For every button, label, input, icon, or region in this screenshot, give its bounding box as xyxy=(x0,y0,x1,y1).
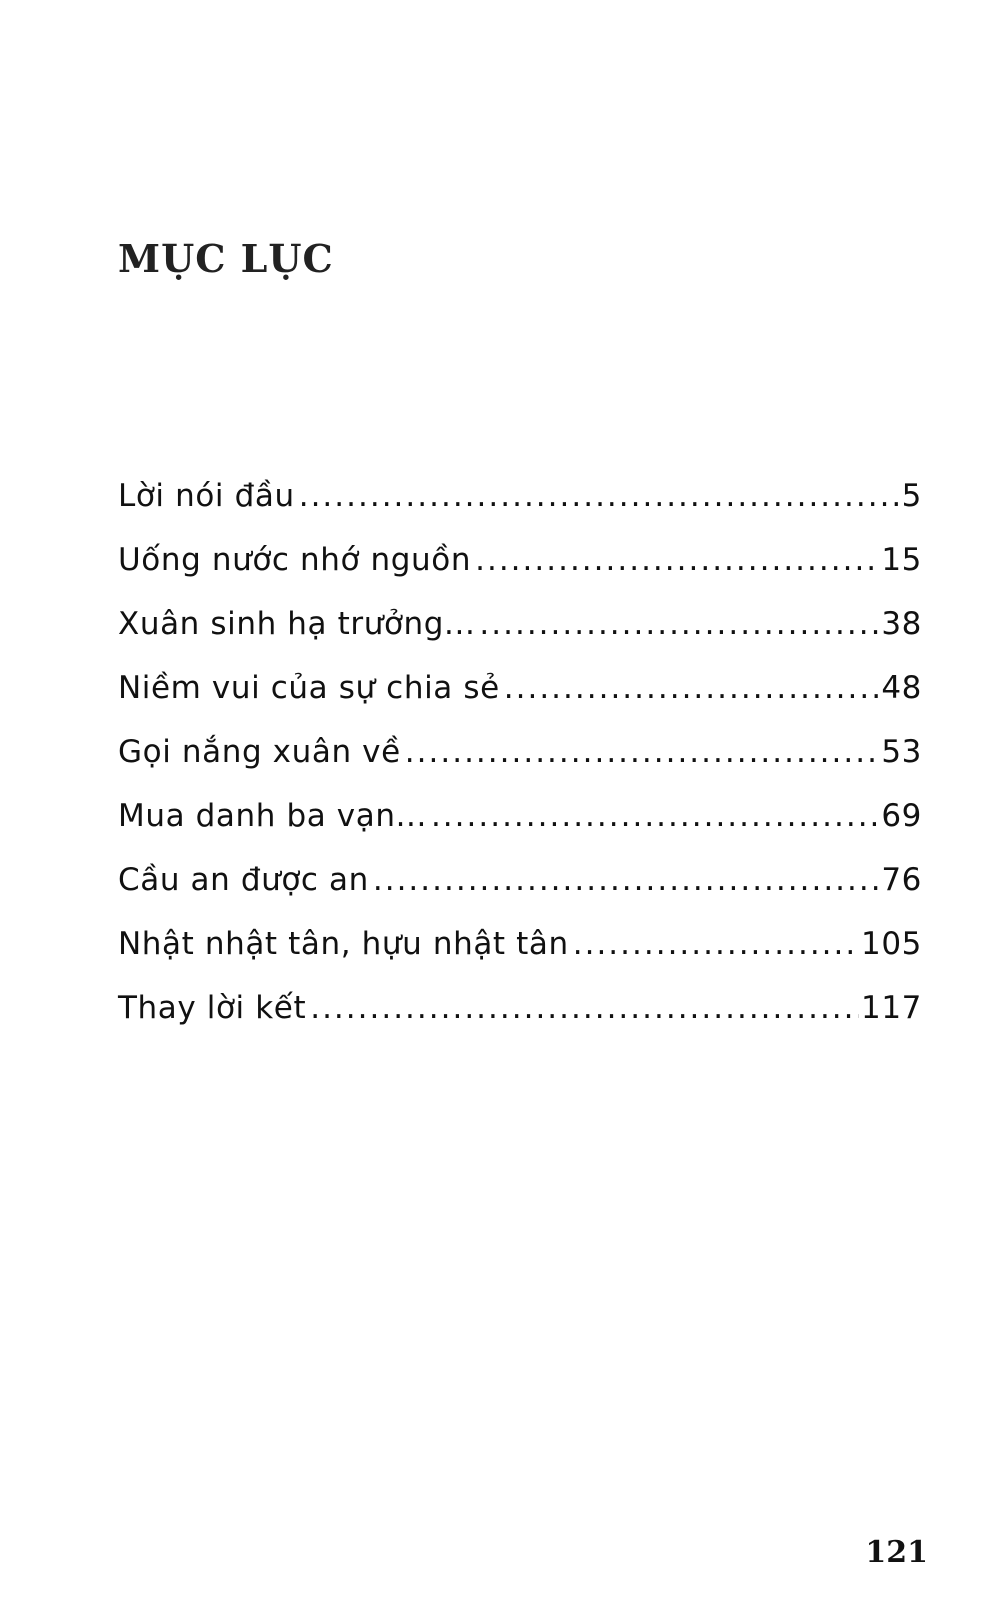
toc-entry-title: Nhật nhật tân, hựu nhật tân xyxy=(118,926,569,962)
toc-entry-page: 117 xyxy=(861,990,922,1026)
toc-entry xyxy=(118,542,922,606)
toc-entry xyxy=(118,926,922,990)
toc-entry xyxy=(118,670,922,734)
toc-entry xyxy=(118,798,922,862)
dot-leader xyxy=(373,862,879,898)
page-title: MỤC LỤC xyxy=(118,236,334,281)
dot-leader xyxy=(475,542,879,578)
toc-entry xyxy=(118,990,922,1054)
toc-entry-title: Niềm vui của sự chia sẻ xyxy=(118,670,500,706)
toc-entry-title: Cầu an được an xyxy=(118,862,369,898)
dot-leader xyxy=(504,670,880,706)
toc-entry-page: 53 xyxy=(881,734,922,770)
page-number: 121 xyxy=(865,1535,928,1570)
toc-entry-page: 5 xyxy=(901,478,922,514)
toc-entry xyxy=(118,606,922,670)
toc-entry-page: 15 xyxy=(881,542,922,578)
toc-entry-page: 76 xyxy=(881,862,922,898)
toc-entry-page: 69 xyxy=(881,798,922,834)
toc-entry-title: Thay lời kết xyxy=(118,990,307,1026)
toc-entry-title: Xuân sinh hạ trưởng... xyxy=(118,606,476,642)
toc-entry-page: 48 xyxy=(881,670,922,706)
dot-leader xyxy=(299,478,900,514)
toc-entry xyxy=(118,862,922,926)
toc-entry xyxy=(118,478,922,542)
table-of-contents xyxy=(118,478,922,1054)
dot-leader xyxy=(310,990,859,1026)
toc-entry-title: Gọi nắng xuân về xyxy=(118,734,401,770)
toc-entry-title: Lời nói đầu xyxy=(118,478,295,514)
toc-entry-title: Mua danh ba vạn... xyxy=(118,798,427,834)
dot-leader xyxy=(431,798,879,834)
dot-leader xyxy=(405,734,880,770)
dot-leader xyxy=(573,926,859,962)
toc-entry-title: Uống nước nhớ nguồn xyxy=(118,542,472,578)
toc-entry-page: 38 xyxy=(881,606,922,642)
dot-leader xyxy=(479,606,879,642)
toc-entry xyxy=(118,734,922,798)
toc-entry-page: 105 xyxy=(861,926,922,962)
